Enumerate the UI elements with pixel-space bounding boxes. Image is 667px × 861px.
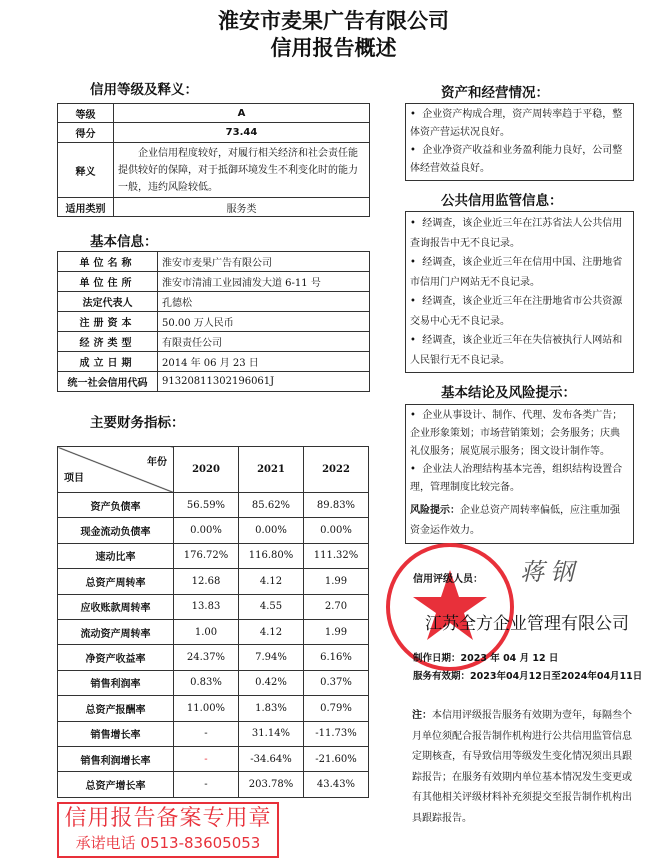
grade-value: A [114, 104, 370, 123]
metric-value: 43.43% [304, 772, 369, 797]
metric-value: 1.99 [304, 619, 369, 644]
field-label: 注册资本 [58, 312, 158, 332]
metric-value: 13.83 [174, 594, 239, 619]
basic-row [58, 272, 370, 292]
basic-row [58, 292, 370, 312]
validity-label: 服务有效期： [413, 671, 471, 682]
metric-value: - [174, 721, 239, 746]
basic-row [58, 252, 370, 272]
bullet-item: • 经调查，该企业近三年在失信被执行人网站和人民银行无不良记录。 [410, 335, 623, 366]
validity-period: 2023年04月12日至2024年04月11日 [470, 671, 643, 682]
basic-row [58, 332, 370, 352]
metric-value: 0.00% [239, 518, 304, 543]
metric-value: 11.00% [174, 696, 239, 721]
signature: 蒋钢 [520, 558, 580, 586]
metric-value: 7.94% [239, 645, 304, 670]
filing-stamp [57, 802, 279, 858]
metric-label: 现金流动负债率 [58, 518, 174, 543]
conclusion-box [405, 404, 634, 544]
table-row [58, 619, 369, 644]
field-label: 统一社会信用代码 [58, 372, 158, 392]
raters-label: 信用评级人员： [413, 574, 483, 585]
bullet-item: • 经调查，该企业近三年在注册地省市公共资源交易中心无不良记录。 [410, 296, 623, 327]
field-label: 单位名称 [58, 252, 158, 272]
year-header: 2020 [174, 447, 239, 493]
metric-value: 116.80% [239, 543, 304, 568]
table-row [58, 746, 369, 771]
label: 释义 [58, 143, 114, 198]
field-value: 有限责任公司 [158, 332, 370, 352]
bullet-item: • 企业净资产收益和业务盈利能力良好，公司整体经营效益良好。 [410, 145, 623, 174]
metric-value: 85.62% [239, 493, 304, 518]
bullet-item: • 企业法人治理结构基本完善，组织结构设置合理，管理制度比较完备。 [410, 464, 623, 493]
table-row [58, 772, 369, 797]
metric-value: 0.79% [304, 696, 369, 721]
basic-row [58, 372, 370, 392]
bullet-text: 经调查，该企业近三年在江苏省法人公共信用查询报告中无不良记录。 [410, 218, 623, 249]
finance-heading: 主要财务指标： [90, 415, 185, 431]
note [412, 706, 640, 829]
label: 得分 [58, 123, 114, 143]
bullet-text: 企业净资产收益和业务盈利能力良好，公司整体经营效益良好。 [410, 145, 623, 174]
field-value: 淮安市清浦工业园浦发大道 6-11 号 [158, 272, 370, 292]
report-title: 信用报告概述 [270, 36, 397, 60]
metric-value: 24.37% [174, 645, 239, 670]
corner-header-cell [58, 447, 174, 493]
metric-value: -11.73% [304, 721, 369, 746]
metric-label: 净资产收益率 [58, 645, 174, 670]
field-value: 2014 年 06 月 23 日 [158, 352, 370, 372]
metric-value: 0.83% [174, 670, 239, 695]
metric-label: 销售利润增长率 [58, 746, 174, 771]
issuer-company: 江苏全方企业管理有限公司 [425, 614, 629, 634]
category: 服务类 [114, 198, 370, 217]
field-label: 法定代表人 [58, 292, 158, 312]
field-label: 经济类型 [58, 332, 158, 352]
rating-heading: 信用等级及释义： [90, 82, 198, 98]
note-text: 本信用评级报告服务有效期为壹年，每隔叁个月单位须配合报告制作机构进行公共信用监管信息定期核查，有导致信用等级发生变化情况须出具跟踪报告；在服务有效期内单位基本情况发生变更或有其他相关评级材料补充须提交至报告制作机构出具跟踪报告。 [412, 710, 632, 824]
risk-warning [410, 501, 629, 541]
field-value: 91320811302196061J [158, 372, 370, 392]
table-row [58, 670, 369, 695]
public-box [405, 211, 634, 373]
date-label: 制作日期： [413, 653, 461, 664]
bullet-item: • 经调查，该企业近三年在信用中国、注册地省市信用门户网站无不良记录。 [410, 257, 623, 288]
metric-value: - [174, 746, 239, 771]
stamp-text: 承诺电话 0513-83605053 [75, 834, 261, 852]
metric-label: 销售增长率 [58, 721, 174, 746]
year-header: 2022 [304, 447, 369, 493]
metric-value: -34.64% [239, 746, 304, 771]
metric-value: 31.14% [239, 721, 304, 746]
note-label: 注： [412, 710, 432, 721]
metric-value: 1.00 [174, 619, 239, 644]
table-row [58, 543, 369, 568]
bullet-text: 经调查，该企业近三年在注册地省市公共资源交易中心无不良记录。 [410, 296, 623, 327]
finance-table [57, 446, 369, 798]
label: 适用类别 [58, 198, 114, 217]
bullet-text: 企业法人治理结构基本完善，组织结构设置合理，管理制度比较完备。 [410, 464, 623, 493]
metric-value: 6.16% [304, 645, 369, 670]
conclusion-heading: 基本结论及风险提示： [441, 385, 576, 401]
metric-value: 56.59% [174, 493, 239, 518]
metric-label: 资产负债率 [58, 493, 174, 518]
risk-text: 企业总资产周转率偏低，应注重加强资金运作效力。 [410, 505, 620, 536]
corner-item-label: 项目 [64, 473, 84, 484]
metric-value: 12.68 [174, 569, 239, 594]
metric-value: 2.70 [304, 594, 369, 619]
metric-value: 1.83% [239, 696, 304, 721]
report-title-company: 淮安市麦果广告有限公司 [218, 9, 449, 33]
bullet-item: • 企业从事设计、制作、代理、发布各类广告；企业形象策划；市场营销策划；会务服务；庆典礼仪服务；展览展示服务；图文设计制作等。 [410, 410, 623, 457]
metric-value: 0.00% [304, 518, 369, 543]
metric-value: 4.12 [239, 569, 304, 594]
bullet-item: • 经调查，该企业近三年在江苏省法人公共信用查询报告中无不良记录。 [410, 218, 623, 249]
metric-value: 0.00% [174, 518, 239, 543]
metric-label: 销售利润率 [58, 670, 174, 695]
metric-value: 0.42% [239, 670, 304, 695]
field-value: 淮安市麦果广告有限公司 [158, 252, 370, 272]
table-row [58, 696, 369, 721]
rating-table [57, 103, 370, 217]
metric-value: 0.37% [304, 670, 369, 695]
assets-heading: 资产和经营情况： [441, 85, 549, 101]
bullet-text: 经调查，该企业近三年在失信被执行人网站和人民银行无不良记录。 [410, 335, 623, 366]
table-row [58, 569, 369, 594]
field-value: 孔德松 [158, 292, 370, 312]
year-header: 2021 [239, 447, 304, 493]
metric-label: 总资产周转率 [58, 569, 174, 594]
metric-value: 4.12 [239, 619, 304, 644]
table-row [58, 721, 369, 746]
metric-value: 1.99 [304, 569, 369, 594]
metric-label: 流动资产周转率 [58, 619, 174, 644]
bullet-text: 企业从事设计、制作、代理、发布各类广告；企业形象策划；市场营销策划；会务服务；庆典礼仪服务；展览展示服务；图文设计制作等。 [410, 410, 623, 457]
metric-label: 总资产报酬率 [58, 696, 174, 721]
metric-value: -21.60% [304, 746, 369, 771]
assets-box [405, 103, 634, 181]
metric-label: 速动比率 [58, 543, 174, 568]
metric-value: 176.72% [174, 543, 239, 568]
field-label: 单位住所 [58, 272, 158, 292]
basic-row [58, 352, 370, 372]
public-heading: 公共信用监管信息： [441, 193, 563, 209]
label: 等级 [58, 104, 114, 123]
table-row [58, 594, 369, 619]
bullet-text: 经调查，该企业近三年在信用中国、注册地省市信用门户网站无不良记录。 [410, 257, 623, 288]
metric-value: 203.78% [239, 772, 304, 797]
stamp-text: 信用报告备案专用章 [64, 806, 272, 831]
table-row [58, 645, 369, 670]
metric-label: 总资产增长率 [58, 772, 174, 797]
metric-value: 89.83% [304, 493, 369, 518]
bullet-text: 企业资产构成合理，资产周转率趋于平稳，整体资产营运状况良好。 [410, 109, 623, 138]
metric-value: 4.55 [239, 594, 304, 619]
field-value: 50.00 万人民币 [158, 312, 370, 332]
table-row [58, 518, 369, 543]
score-value: 73.44 [114, 123, 370, 143]
metric-label: 应收账款周转率 [58, 594, 174, 619]
field-label: 成立日期 [58, 352, 158, 372]
production-date: 2023 年 04 月 12 日 [460, 653, 559, 664]
basic-heading: 基本信息： [90, 234, 158, 250]
basic-row [58, 312, 370, 332]
bullet-item: • 企业资产构成合理，资产周转率趋于平稳，整体资产营运状况良好。 [410, 109, 623, 138]
interpretation: 企业信用程度较好，对履行相关经济和社会责任能提供较好的保障，对于抵御环境发生不利变化时的能力一般，违约风险较低。 [114, 143, 370, 198]
metric-value: - [174, 772, 239, 797]
basic-info-table [57, 251, 370, 392]
risk-label: 风险提示： [410, 505, 460, 516]
metric-value: 111.32% [304, 543, 369, 568]
table-row [58, 493, 369, 518]
corner-year-label: 年份 [147, 457, 167, 468]
